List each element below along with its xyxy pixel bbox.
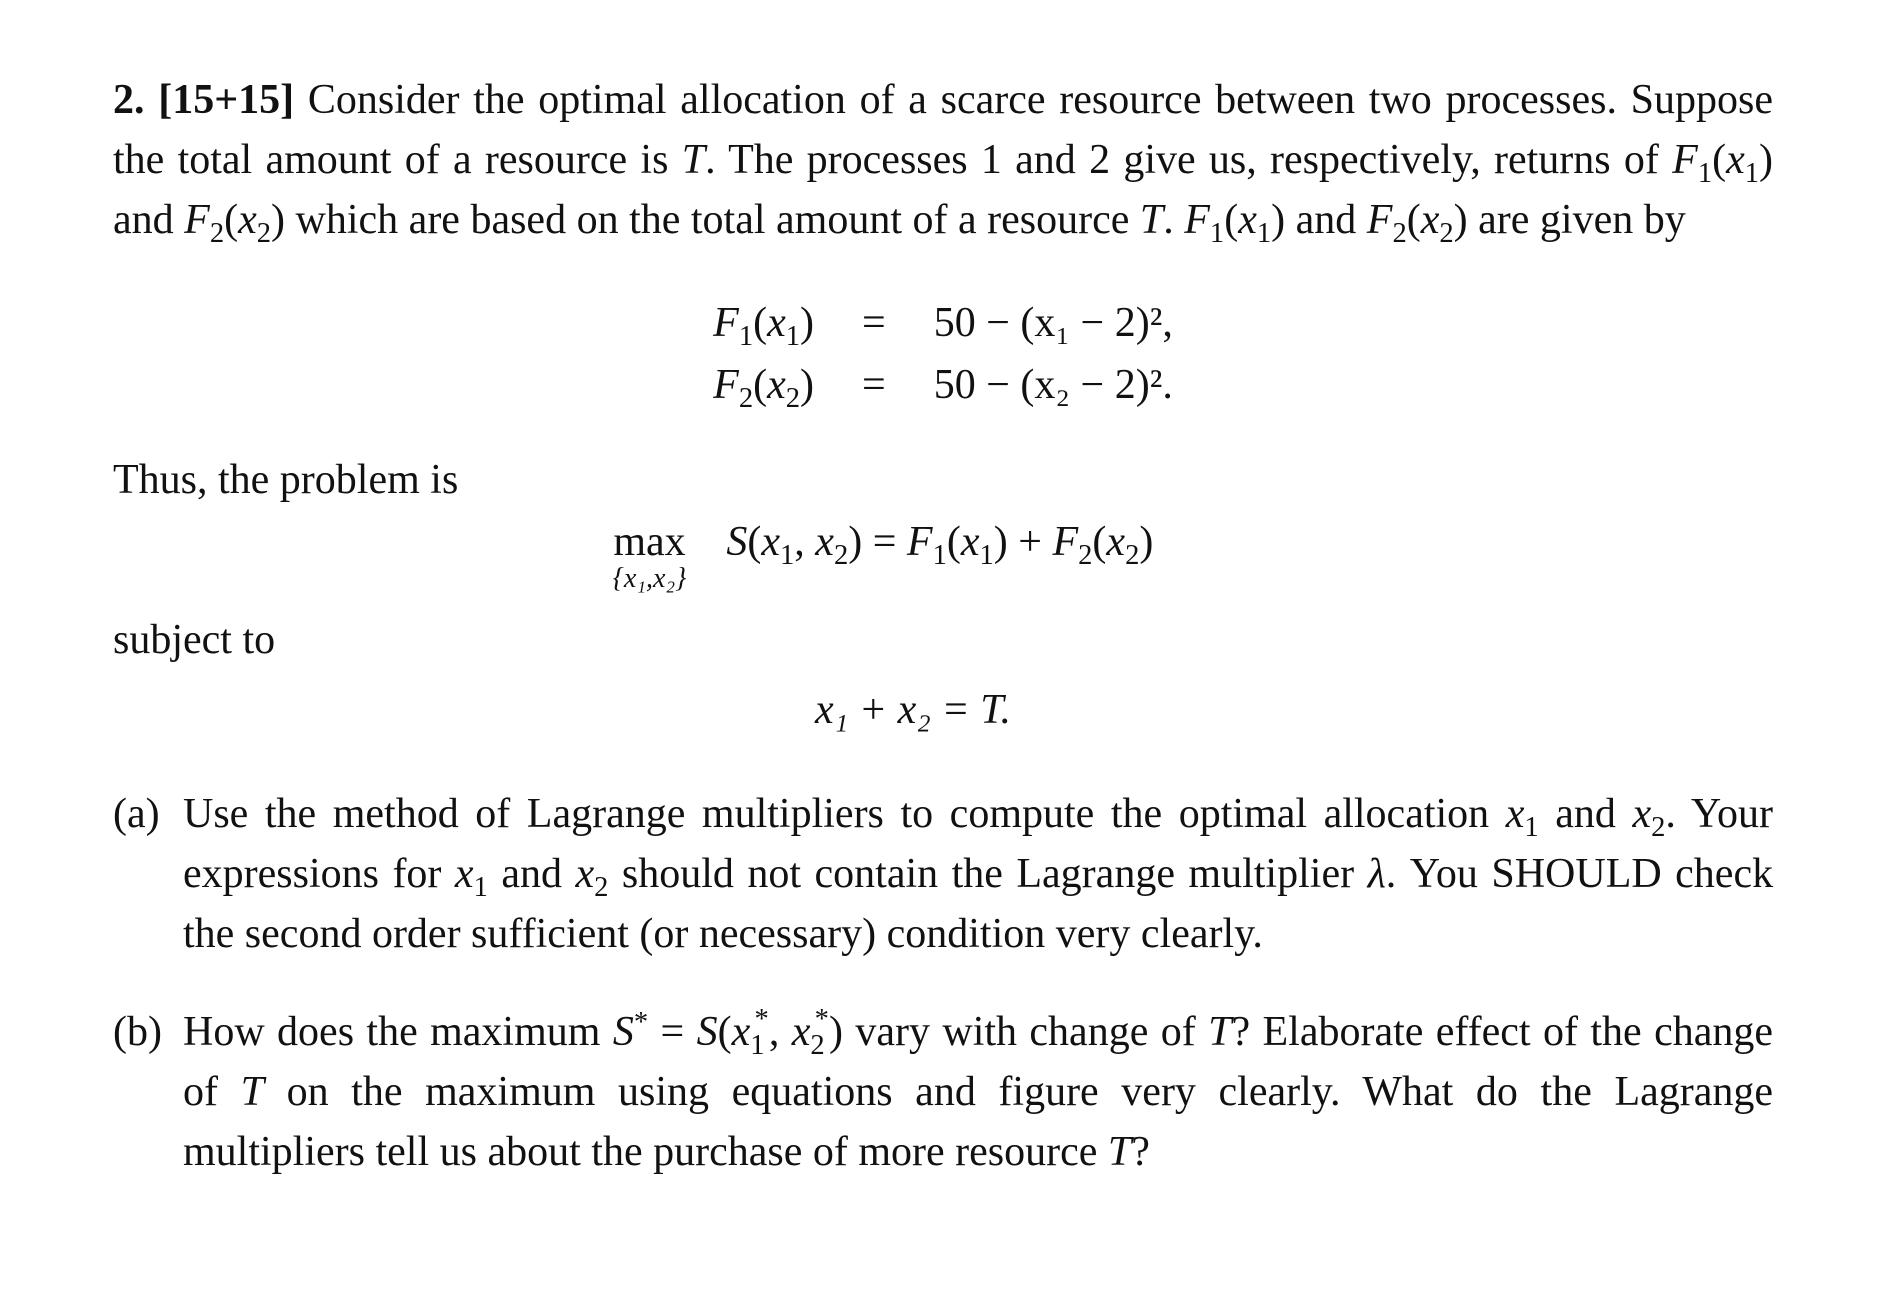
part-b-text-3: Elaborate effect of the change of [183, 1009, 1773, 1115]
intro-given: are given by [1478, 197, 1686, 243]
f1-rhs: 50 − (x₁ − 2)², [933, 300, 1173, 346]
problem-points: [15+15] [158, 77, 295, 123]
and-word-3: and [1555, 791, 1616, 837]
part-a-label: (a) [113, 791, 160, 837]
problem-number: 2. [113, 77, 145, 123]
max-under: {x₁,x₂} [612, 563, 687, 594]
part-a-text-2: Your expressions for [183, 791, 1774, 897]
max-operator [613, 520, 687, 594]
part-b-text-1: How does the maximum [183, 1009, 601, 1055]
and-word-2: and [1295, 197, 1357, 243]
intro-text-3: which are based on the total amount of a resource [295, 197, 1130, 243]
objective-equation: max {x₁,x₂} $S(x_1$, $x_2) = F_1(x_1) + F_2(x_2)$ [612, 519, 1154, 594]
intro-text-2: . The processes 1 and 2 give us, respectively, returns of [705, 137, 1659, 183]
part-a-text-1: Use the method of Lagrange multipliers to compute the optimal allocation [183, 791, 1490, 837]
equation-f1: $F_1(x_1)$ = 50 − (x₁ − 2)², [695, 292, 1191, 354]
subject-to: subject to [113, 617, 276, 663]
problem-page [113, 70, 1773, 1182]
part-b-label: (b) [113, 1009, 162, 1055]
part-b-text-2: vary with change of [855, 1009, 1196, 1055]
part-a-text-3: should not contain the Lagrange multiplier [621, 851, 1355, 897]
part-b-text-4: on the maximum using equations and figure very clearly. What do the Lagrange multipliers tell us about the purchase of more resource [183, 1069, 1774, 1175]
max-op: max [613, 519, 686, 565]
thus-text: Thus, the problem is [113, 457, 459, 503]
part-b: (b) How does the maximum $S^* = S(x_1^*$, $x_2^*$) vary with change of T? Elaborate effect of the change of T on the maximum using equations and figure very clearly. What do the Lagrange multipliers tell us about the purchase of more resource T? [113, 1003, 1774, 1175]
constraint-equation: x₁ + x₂ = T. [815, 687, 1011, 733]
f2-rhs: 50 − (x₂ − 2)². [933, 362, 1173, 408]
part-a-text-4: You SHOULD check the second order sufficient (or necessary) condition very clearly. [183, 851, 1774, 957]
problem-intro: 2. [15+15] Consider the optimal allocation of a scarce resource between two processes. Suppose the total amount of a resource is T. The processes 1 and 2 give us, respectively, returns of $F_1(x_1)$ and $F_2(x_2)$ which are based on the total amount of a resource T. $F_1(x_1)$ and $F_2(x_2)$ are given by [113, 77, 1774, 249]
and-word-4: and [501, 851, 562, 897]
equation-f2: $F_2(x_2)$ = 50 − (x₂ − 2)². [695, 354, 1191, 416]
part-a: (a) Use the method of Lagrange multipliers to compute the optimal allocation $x_1$ and $x_2$. Your expressions for $x_1$ and $x_2$ should not contain the Lagrange multiplier λ. You SHOULD check the second order sufficient (or necessary) condition very clearly. [113, 784, 1773, 964]
intro-text: Consider the optimal allocation of a scarce resource between two processes. Suppose the total amount of a resource is [113, 77, 1774, 183]
returns-equations [695, 292, 1191, 416]
and-word: and [113, 197, 174, 243]
